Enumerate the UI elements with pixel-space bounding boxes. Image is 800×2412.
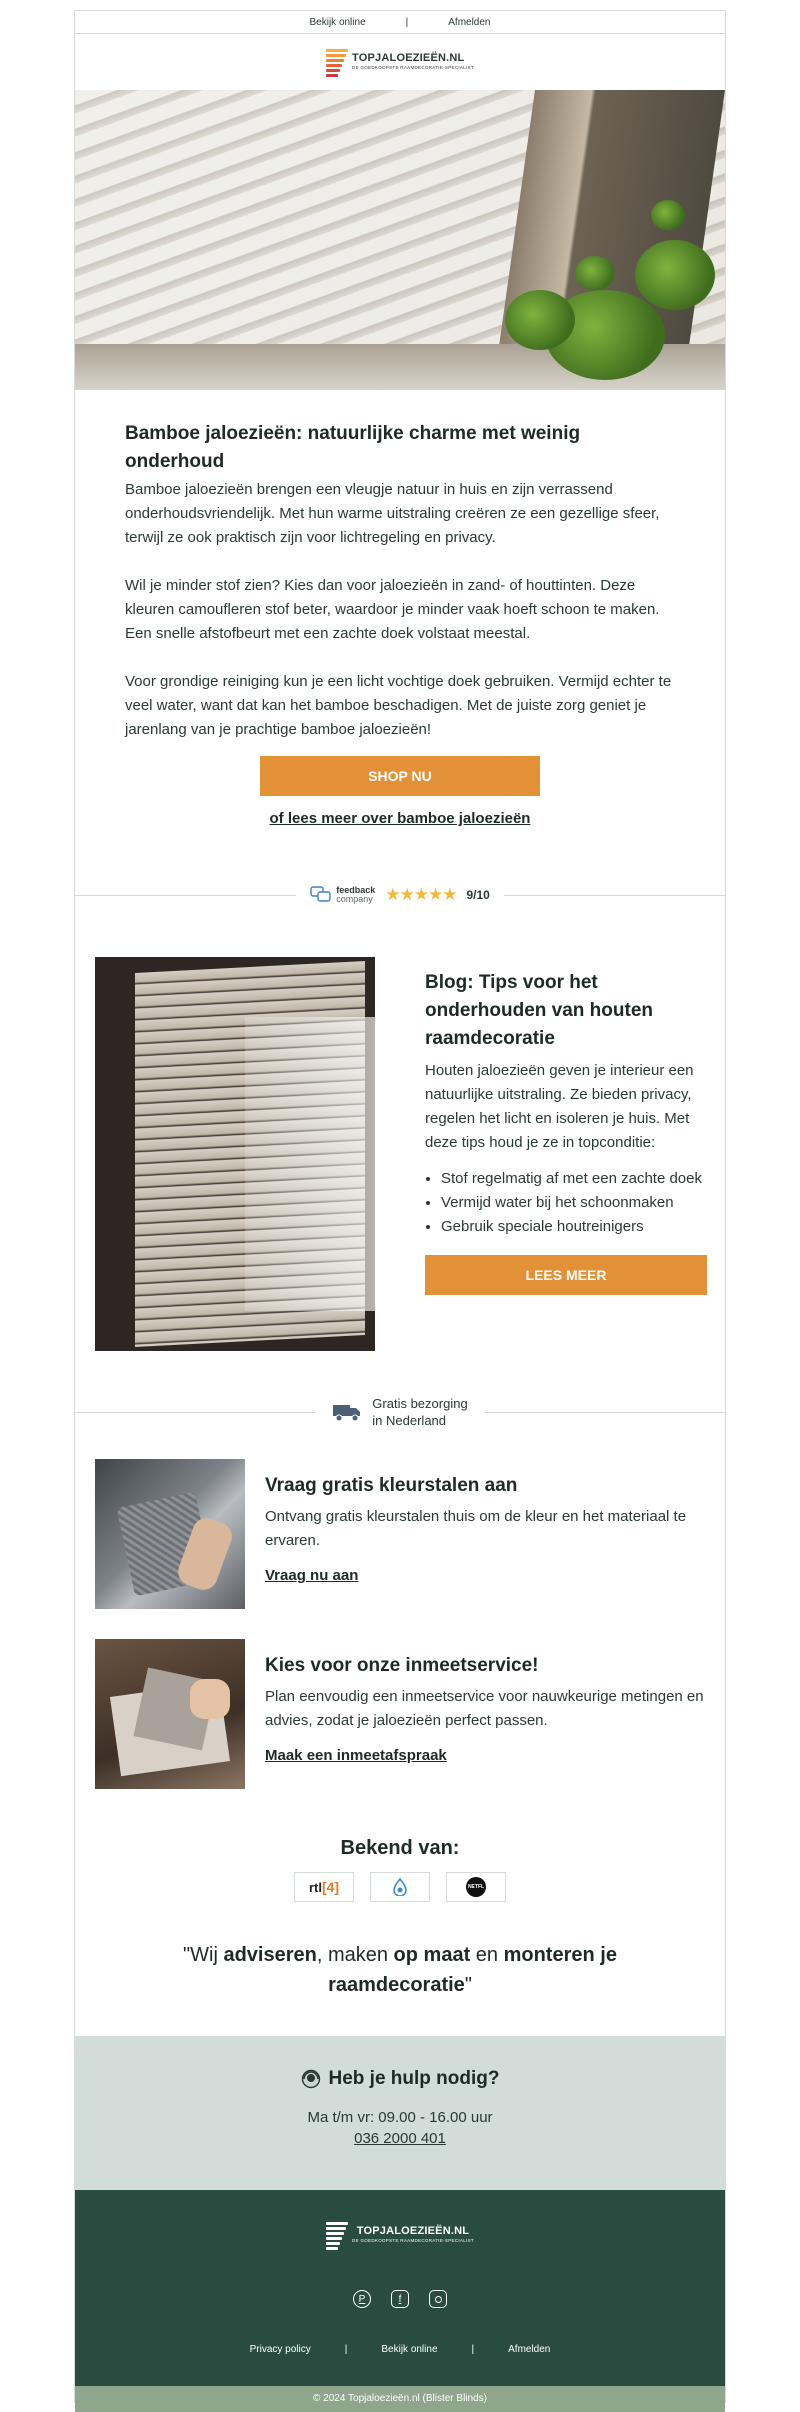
shipping-line1: Gratis bezorging [372,1396,468,1411]
rating-stars-icon: ★★★★★ [385,885,457,904]
blog-section [75,915,725,1351]
topbar-separator: | [405,16,409,28]
footer-links [75,2344,725,2355]
request-samples-link[interactable]: Vraag nu aan [265,1567,359,1584]
rating-divider [75,875,725,915]
footer [75,2190,725,2386]
blog-text: Houten jaloezieën geven je interieur een natuurlijke uitstraling. Ze bieden privacy, regelen het licht en isoleren je huis. Met deze tips houd je ze in topconditie: [425,1062,694,1151]
intro-section [75,390,725,827]
netflix-logo: NETFL [446,1872,506,1902]
speech-bubbles-icon [310,886,332,904]
view-online-link[interactable]: Bekijk online [309,16,366,28]
promo-1-title: Vraag gratis kleurstalen aan [265,1475,518,1496]
footer-separator: | [471,2344,475,2355]
quote-emphasis-install: monteren je raamdecoratie [328,1944,617,1996]
logo-brand-text: TOPJALOEZIEËN.NL [352,52,465,65]
intro-paragraph-1: Bamboe jaloezieën brengen een vleugje natuur in huis en zijn verrassend onderhoudsvriendelijk. Met hun warme uitstraling creëren ze een gezellige sfeer, terwijl ze ook praktisch zijn voor lichtregeling en privacy. [125,481,660,546]
footer-logo[interactable] [326,2220,474,2250]
quote-emphasis-advise: adviseren [223,1944,317,1966]
rating-score: 9/10 [466,888,490,902]
rating-widget[interactable] [296,885,504,905]
footer-separator: | [344,2344,348,2355]
header-logo-row [75,34,725,90]
help-phone-link[interactable]: 036 2000 401 [354,2130,446,2147]
read-more-button[interactable]: LEES MEER [425,1255,707,1295]
measure-appointment-link[interactable]: Maak een inmeetafspraak [265,1747,447,1764]
shipping-divider [75,1389,725,1435]
feedback-company-line1: feedback [336,885,376,895]
brand-logo[interactable] [326,47,474,77]
copyright: © 2024 Topjaloezieën.nl (Blister Blinds) [75,2386,725,2412]
blog-tips-list [425,1167,707,1239]
email-container [74,10,726,2403]
quote-close: " [464,1974,472,1996]
color-samples-image[interactable] [95,1459,245,1609]
instagram-icon[interactable] [429,2290,447,2308]
social-links [75,2290,725,2308]
quote-text-2: en [470,1944,504,1966]
customer-service-icon [301,2069,321,2089]
logo-blinds-icon [326,47,348,77]
blog-title: Blog: Tips voor het onderhouden van houten raamdecoratie [425,972,653,1049]
feedback-company-logo [310,886,375,904]
help-title: Heb je hulp nodig? [328,2068,500,2089]
intro-paragraph-2: Wil je minder stof zien? Kies dan voor jaloezieën in zand- of houttinten. Deze kleuren camoufleren stof beter, waardoor je minder vaak hoeft schoon te maken. Een snelle afstofbeurt met een zachte doek volstaat meestal. [125,577,660,642]
shipping-info [316,1395,483,1429]
blog-image[interactable] [95,957,375,1351]
hero-image[interactable] [75,90,725,390]
measure-service-image[interactable] [95,1639,245,1789]
shipping-line2: in Nederland [372,1413,447,1428]
intro-paragraph-3: Voor grondige reiniging kun je een licht vochtige doek gebruiken. Vermijd echter te veel water, want dat kan het bamboe beschadigen. Met de juiste zorg geniet je jarenlang van je prachtige bamboe jaloezieën! [125,673,672,738]
list-item: • Stof regelmatig af met een zachte doek [441,1167,707,1191]
footer-tagline: DE GOEDKOOPSTE RAAMDECORATIE-SPECIALIST [352,2238,474,2244]
privacy-policy-link[interactable]: Privacy policy [249,2344,311,2355]
feedback-company-line2: company [336,894,373,904]
footer-brand-text: TOPJALOEZIEËN.NL [356,2225,470,2238]
promo-2-title: Kies voor onze inmeetservice! [265,1655,539,1676]
rtl4-logo: rtl [4] [294,1872,354,1902]
unsubscribe-link[interactable]: Afmelden [448,16,491,28]
known-from-section [75,1837,725,1902]
npo-logo [370,1872,430,1902]
logo-tagline: DE GOEDKOOPSTE RAAMDECORATIE-SPECIALIST [352,65,474,71]
intro-title: Bamboe jaloezieën: natuurlijke charme met weinig onderhoud [125,423,581,472]
footer-logo-blinds-icon [326,2220,348,2250]
help-hours: Ma t/m vr: 09.00 - 16.00 uur [307,2109,493,2126]
shop-now-button[interactable]: SHOP NU [260,756,540,796]
list-item: • Vermijd water bij het schoonmaken [441,1191,707,1215]
quote-open: "Wij [183,1944,224,1966]
facebook-icon[interactable]: f [391,2290,409,2308]
list-item: • Gebruik speciale houtreinigers [441,1215,707,1239]
quote-text-1: , maken [316,1944,394,1966]
delivery-truck-icon [332,1402,362,1422]
pinterest-icon[interactable]: P [353,2290,371,2308]
quote-emphasis-custom: op maat [393,1944,471,1966]
help-section [75,2036,725,2190]
known-from-title: Bekend van: [340,1837,460,1859]
usp-quote [125,1940,675,2000]
footer-unsubscribe-link[interactable]: Afmelden [508,2344,551,2355]
promo-color-samples [75,1459,725,1609]
read-more-bamboo-link[interactable]: of lees meer over bamboe jaloezieën [269,810,531,827]
footer-view-online-link[interactable]: Bekijk online [381,2344,438,2355]
promo-measure-service [75,1639,725,1789]
top-bar [75,10,725,34]
promo-1-text: Ontvang gratis kleurstalen thuis om de kleur en het materiaal te ervaren. [265,1508,687,1549]
promo-2-text: Plan eenvoudig een inmeetservice voor nauwkeurige metingen en advies, zodat je jaloezieën perfect passen. [265,1688,704,1729]
